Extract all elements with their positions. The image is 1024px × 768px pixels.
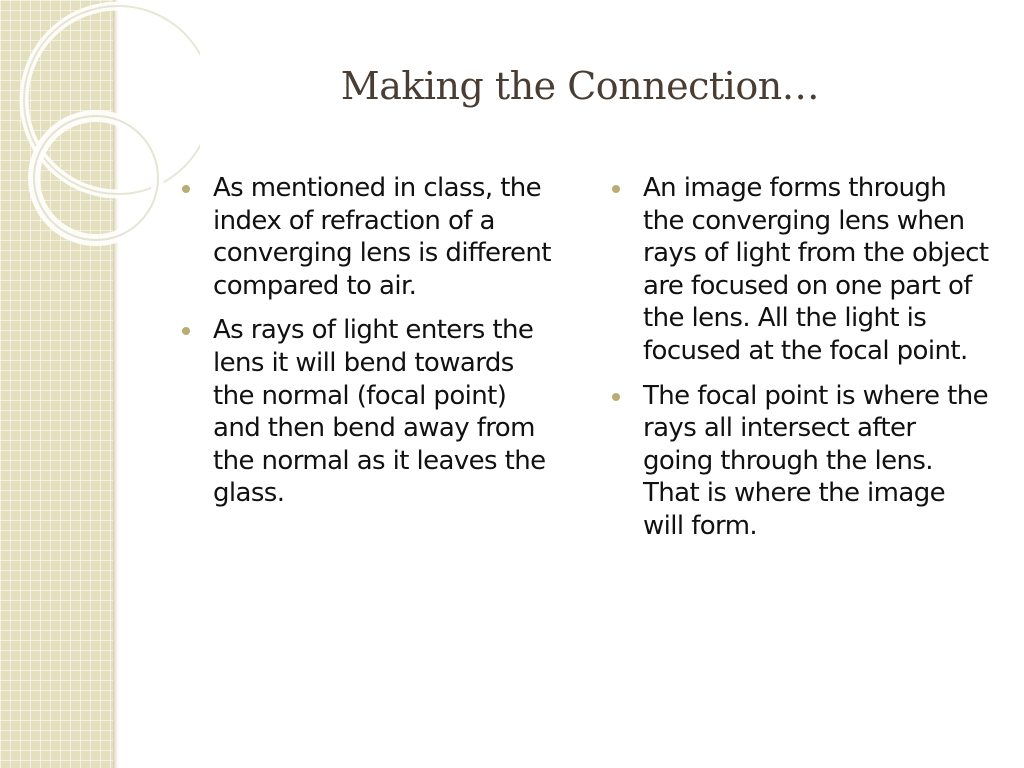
round-bullet-icon (612, 185, 620, 193)
bullet-text: The focal point is where the rays all intersect after going through the lens. That is where the image will form. (643, 380, 988, 541)
right-column (612, 172, 990, 555)
list-item (182, 172, 554, 302)
slide-title: Making the Connection… (340, 64, 820, 108)
list-item (182, 314, 554, 510)
bullet-text: An image forms through the converging lens when rays of light from the object are focused on one part of the lens. All the light is focused at the focal point. (643, 173, 989, 366)
round-bullet-icon (182, 185, 190, 193)
bullet-text: As rays of light enters the lens it will bend towards the normal (focal point) and then bend away from the normal as it leaves the glass. (213, 315, 546, 509)
left-column (182, 172, 554, 522)
round-bullet-icon (612, 393, 620, 401)
bullet-text: As mentioned in class, the index of refraction of a converging lens is different compared to air. (213, 173, 551, 301)
list-item (612, 380, 990, 543)
list-item (612, 172, 990, 368)
round-bullet-icon (182, 327, 190, 335)
decorative-rings-icon (0, 0, 200, 260)
